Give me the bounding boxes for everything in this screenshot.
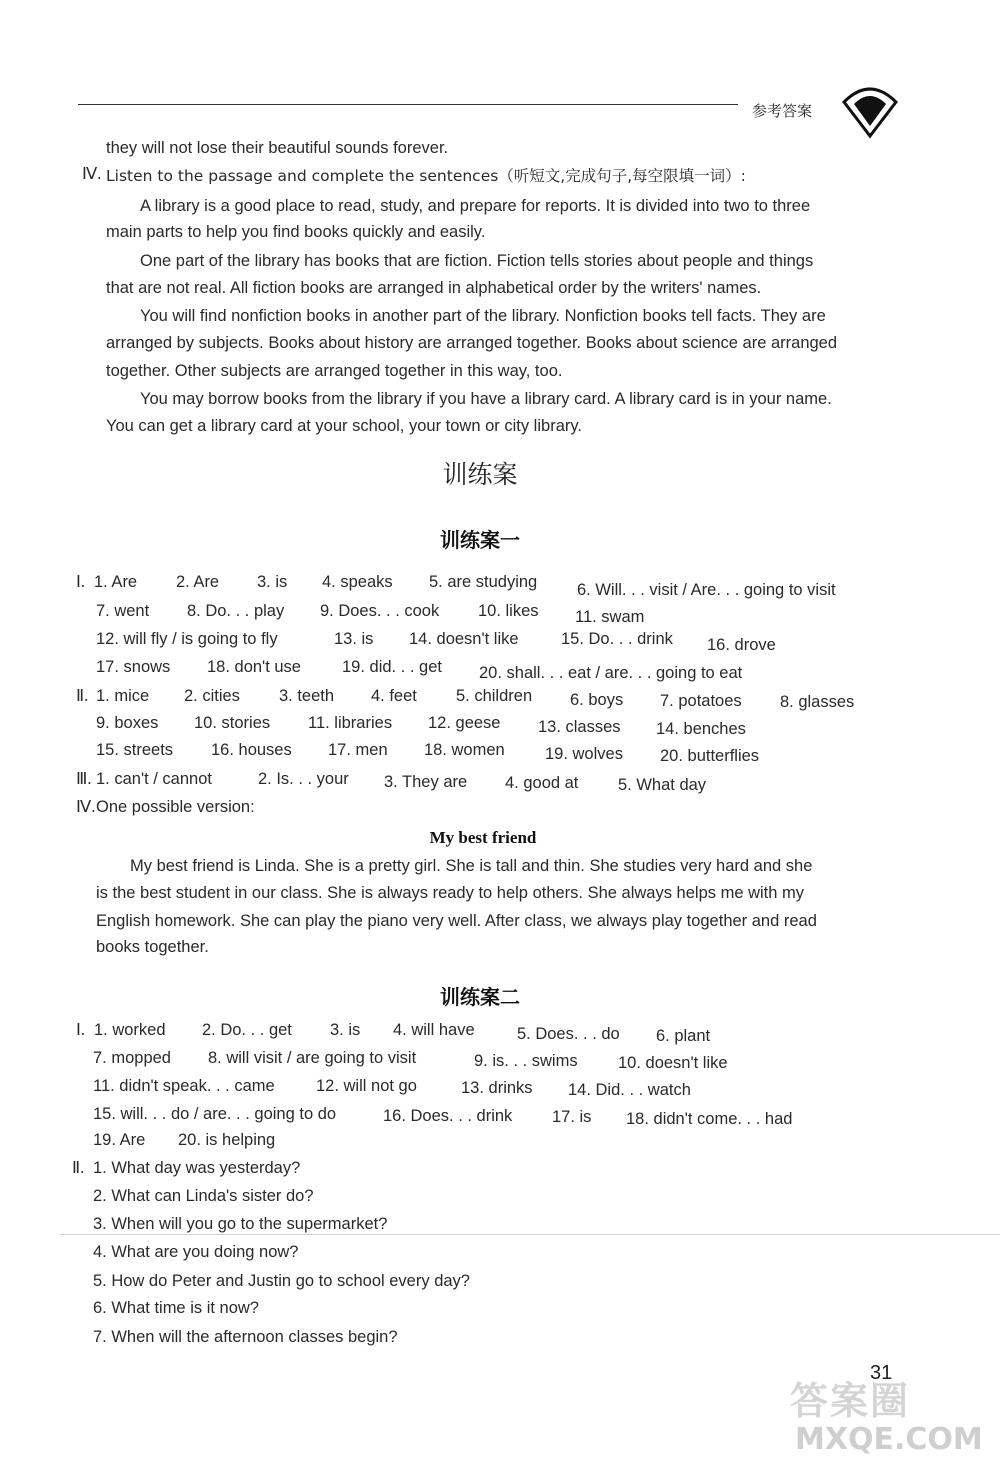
answer-item: 15. will. . . do / are. . . going to do [93, 1105, 337, 1123]
question-item: 2. What can Linda's sister do? [93, 1187, 314, 1205]
part-number: Ⅱ. [72, 1158, 85, 1177]
answer-item: 7. potatoes [660, 692, 742, 710]
answer-item: 19. wolves [545, 745, 623, 763]
part-number: Ⅳ. [76, 797, 96, 816]
answer-item: 6. Will. . . visit / Are. . . going to visit [577, 581, 836, 599]
passage-line: that are not real. All fiction books are arranged in alphabetical order by the writers' names. [106, 279, 762, 297]
version-label: One possible version: [96, 798, 255, 816]
case1-part1-row [0, 657, 1000, 682]
answer-item: 10. doesn't like [618, 1054, 728, 1072]
answer-item: 9. boxes [96, 714, 159, 732]
answer-item: 15. streets [96, 741, 174, 759]
answer-item: 6. boys [570, 691, 624, 709]
answer-item: 4. feet [371, 687, 417, 705]
part-number: Ⅰ. [76, 1020, 85, 1039]
answer-item: 10. likes [478, 602, 539, 620]
passage-line: arranged by subjects. Books about history are arranged together. Books about science are arranged [106, 334, 838, 352]
part-number: Ⅲ. [76, 769, 92, 788]
answer-item: 1. worked [94, 1021, 166, 1039]
answer-item: 2. Is. . . your [258, 770, 349, 788]
continued-line: they will not lose their beautiful sounds forever. [106, 139, 449, 157]
answer-item: 11. didn't speak. . . came [93, 1077, 275, 1095]
answer-item: 12. will not go [316, 1077, 417, 1095]
passage-line: main parts to help you find books quickly and easily. [106, 223, 486, 241]
case2-part1-row [0, 1020, 1000, 1045]
passage-line: You may borrow books from the library if you have a library card. A library card is in your name. [140, 390, 832, 408]
passage-line: together. Other subjects are arranged together in this way, too. [106, 362, 563, 380]
header-label: 参考答案 [752, 102, 813, 120]
answer-item: 9. Does. . . cook [320, 602, 440, 620]
answer-item: 4. speaks [322, 573, 393, 591]
case1-part2-row [0, 686, 1000, 711]
answer-item: 17. men [328, 741, 388, 759]
passage-line: One part of the library has books that are fiction. Fiction tells stories about people and things [140, 252, 814, 270]
case2-part1-row [0, 1076, 1000, 1098]
essay-line: is the best student in our class. She is always ready to help others. She always helps me with my [96, 884, 805, 902]
answer-item: 14. doesn't like [409, 630, 519, 648]
answer-item: 7. mopped [93, 1049, 171, 1067]
answer-item: 11. libraries [308, 714, 393, 732]
watermark-url: MXQE.COM [795, 1422, 983, 1457]
answer-item: 18. didn't come. . . had [626, 1110, 793, 1128]
case2-title: 训练案二 [440, 985, 520, 1009]
case1-part1-row [0, 601, 1000, 626]
answer-item: 11. swam [575, 608, 645, 626]
answer-item: 14. Did. . . watch [568, 1081, 691, 1099]
case2-part1-row [0, 1048, 1000, 1070]
answer-item: 18. women [424, 741, 505, 759]
answer-item: 8. Do. . . play [187, 602, 285, 620]
answer-item: 2. Do. . . get [202, 1021, 292, 1039]
case1-part3-row [0, 769, 1000, 794]
case2-part1-row [0, 1104, 1000, 1126]
answer-item: 6. plant [656, 1027, 711, 1045]
answer-item: 20. shall. . . eat / are. . . going to eat [479, 664, 743, 682]
case1-part1-row [0, 629, 1000, 654]
answer-item: 10. stories [194, 714, 271, 732]
case1-part1-row [0, 572, 1000, 599]
answer-item: 2. Are [176, 573, 220, 591]
answer-item: 8. will visit / are going to visit [208, 1049, 417, 1067]
case1-part2-row [0, 740, 1000, 765]
essay-line: English homework. She can play the piano very well. After class, we always play together and read [96, 912, 817, 930]
answer-item: 19. did. . . get [342, 658, 442, 676]
question-item: 5. How do Peter and Justin go to school every day? [93, 1272, 470, 1290]
answer-item: 16. drove [707, 636, 776, 654]
answer-item: 5. What day [618, 776, 707, 794]
case1-title: 训练案一 [440, 528, 520, 552]
answer-item: 3. is [257, 573, 288, 591]
answer-item: 14. benches [656, 720, 746, 738]
answer-item: 5. are studying [429, 573, 538, 591]
answer-item: 9. is. . . swims [474, 1052, 578, 1070]
answer-item: 1. mice [96, 687, 150, 705]
answer-item: 7. went [96, 602, 150, 620]
answer-item: 16. houses [211, 741, 292, 759]
section-title: 训练案 [442, 460, 518, 489]
answer-item: 8. glasses [780, 693, 855, 711]
answer-item: 4. will have [393, 1021, 475, 1039]
passage-line: You can get a library card at your school, your town or city library. [106, 417, 582, 435]
question-item: 6. What time is it now? [93, 1299, 259, 1317]
passage-line: A library is a good place to read, study, and prepare for reports. It is divided into two to three [140, 197, 811, 215]
school-logo-icon [838, 82, 902, 140]
answer-item: 20. is helping [178, 1131, 276, 1149]
header-rule [78, 104, 738, 105]
answer-item: 12. will fly / is going to fly [96, 630, 278, 648]
answer-item: 4. good at [505, 774, 579, 792]
answer-item: 1. Are [94, 573, 138, 591]
page-number: 31 [870, 1362, 893, 1384]
answer-item: 12. geese [428, 714, 501, 732]
answer-item: 17. is [552, 1108, 592, 1126]
case1-part2-row [0, 713, 1000, 738]
case2-part1-row [0, 1130, 1000, 1152]
answer-item: 17. snows [96, 658, 171, 676]
question-item: 1. What day was yesterday? [93, 1159, 301, 1177]
answer-item: 18. don't use [207, 658, 301, 676]
answer-item: 5. children [456, 687, 533, 705]
watermark-logo: 答案圈 [790, 1379, 911, 1423]
question-item: 4. What are you doing now? [93, 1243, 299, 1261]
answer-item: 3. They are [384, 773, 468, 791]
answer-item: 1. can't / cannot [96, 770, 212, 788]
part-number: Ⅱ. [76, 686, 89, 705]
answer-item: 15. Do. . . drink [561, 630, 673, 648]
essay-title: My best friend [429, 828, 537, 847]
case1-part4-row [0, 797, 1000, 819]
answer-item: 13. classes [538, 718, 621, 736]
answer-item: 3. teeth [279, 687, 335, 705]
answer-item: 20. butterflies [660, 747, 760, 765]
answer-item: 19. Are [93, 1131, 146, 1149]
answer-item: 5. Does. . . do [517, 1025, 620, 1043]
answer-item: 2. cities [184, 687, 240, 705]
essay-line: books together. [96, 938, 209, 956]
question-item: 7. When will the afternoon classes begin? [93, 1328, 398, 1346]
listening-heading-number: Ⅳ. [82, 164, 102, 183]
answer-item: 16. Does. . . drink [383, 1107, 513, 1125]
question-item: 3. When will you go to the supermarket? [93, 1215, 388, 1233]
passage-line: You will find nonfiction books in another part of the library. Nonfiction books tell facts. They are [140, 307, 826, 325]
answer-item: 3. is [330, 1021, 361, 1039]
answer-item: 13. is [334, 630, 374, 648]
essay-line: My best friend is Linda. She is a pretty girl. She is tall and thin. She studies very hard and she [130, 857, 813, 875]
answer-item: 13. drinks [461, 1079, 533, 1097]
part-number: Ⅰ. [76, 572, 85, 591]
listening-heading: Listen to the passage and complete the sentences（听短文,完成句子,每空限填一词）: [106, 167, 746, 185]
page-fold-line [60, 1234, 1000, 1235]
